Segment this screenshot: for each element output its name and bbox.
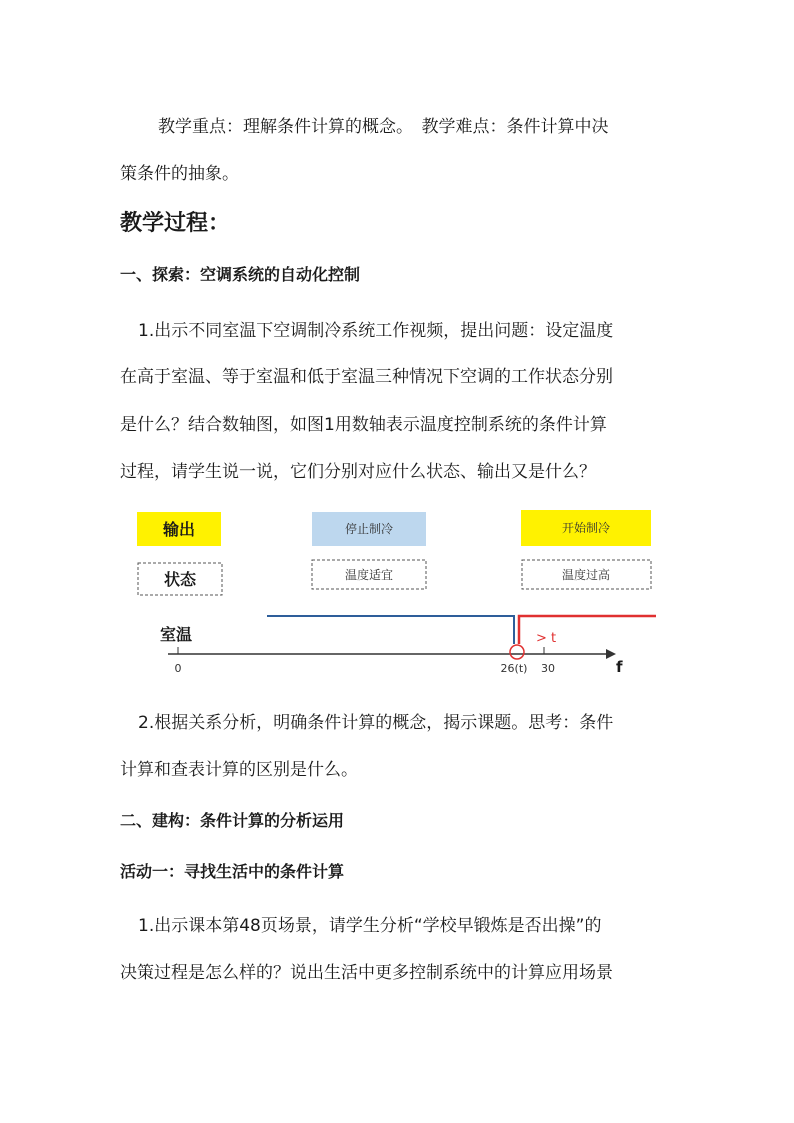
- section-1-para-2-line-2: 计算和查表计算的区别是什么。: [120, 760, 358, 780]
- key-difficulty-line-2: 策条件的抽象。: [120, 164, 239, 184]
- section-1-title: 一、探索：空调系统的自动化控制: [120, 265, 361, 284]
- key-difficulty-line-1: 教学重点：理解条件计算的概念。 教学难点：条件计算中决: [158, 117, 609, 137]
- state-label: 状态: [163, 570, 197, 589]
- axis-name: 室温: [160, 625, 193, 644]
- section-2-para-1-line-1: 1.出示课本第48页场景，请学生分析“学校早锻炼是否出操”的: [138, 916, 602, 936]
- section-1-para-2-line-1: 2.根据关系分析，明确条件计算的概念，揭示课题。思考：条件: [138, 713, 614, 733]
- axis-end-label: f: [616, 658, 623, 676]
- teaching-process-heading: 教学过程：: [120, 211, 231, 236]
- tick-30-label: 30: [541, 662, 555, 675]
- section-1-para-1-line-1: 1.出示不同室温下空调制冷系统工作视频，提出问题：设定温度: [138, 321, 614, 341]
- tick-threshold-label: 26(t): [500, 662, 528, 675]
- below-threshold-line: [267, 616, 514, 644]
- tick-0-label: 0: [174, 662, 182, 675]
- stop-output-label: 停止制冷: [344, 522, 394, 536]
- section-2-para-1-line-2: 决策过程是怎么样的？说出生活中更多控制系统中的计算应用场景: [120, 963, 613, 983]
- section-1-para-1-line-2: 在高于室温、等于室温和低于室温三种情况下空调的工作状态分别: [120, 367, 613, 387]
- section-2-title: 二、建构：条件计算的分析运用: [120, 811, 345, 830]
- section-1-para-1-line-3: 是什么？结合数轴图，如图1用数轴表示温度控制系统的条件计算: [120, 415, 607, 435]
- start-output-label: 开始制冷: [561, 521, 611, 535]
- threshold-marker-circle: [510, 645, 524, 659]
- axis-arrow-icon: [606, 649, 616, 659]
- greater-than-t-label: > t: [536, 631, 557, 646]
- section-1-para-1-line-4: 过程，请学生说一说，它们分别对应什么状态、输出又是什么？: [120, 462, 596, 482]
- start-state-label: 温度过高: [561, 568, 611, 582]
- temperature-axis-figure: [120, 500, 680, 690]
- output-label: 输出: [162, 520, 196, 539]
- stop-state-label: 温度适宜: [344, 568, 394, 582]
- activity-1-title: 活动一：寻找生活中的条件计算: [120, 862, 345, 881]
